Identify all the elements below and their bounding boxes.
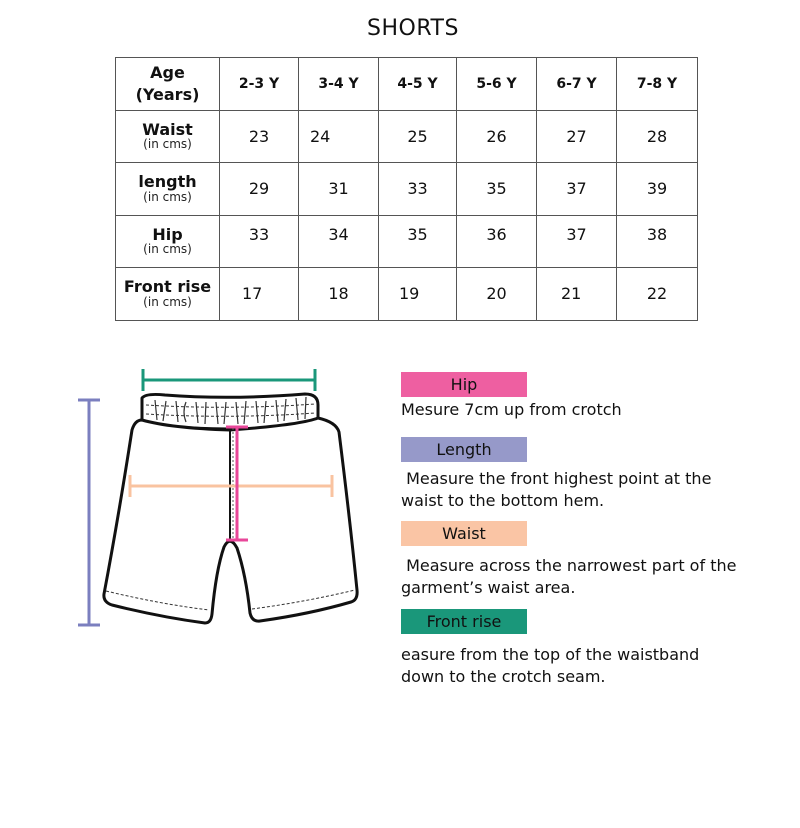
column-header: 3-4 Y bbox=[299, 58, 379, 111]
waist-badge: Waist bbox=[401, 521, 527, 546]
table-cell: 38 bbox=[617, 215, 698, 268]
column-header: 6-7 Y bbox=[537, 58, 617, 111]
row-label-unit: (in cms) bbox=[143, 294, 192, 309]
table-cell: 37 bbox=[537, 215, 617, 268]
column-header: 2-3 Y bbox=[220, 58, 299, 111]
row-label-unit: (in cms) bbox=[143, 242, 192, 257]
row-label-unit: (in cms) bbox=[143, 137, 192, 152]
table-cell: 35 bbox=[457, 163, 537, 216]
table-cell: 36 bbox=[457, 215, 537, 268]
length-measure-line bbox=[78, 400, 100, 625]
table-cell: 26 bbox=[457, 110, 537, 163]
page-title: SHORTS bbox=[367, 16, 459, 41]
legend-hip bbox=[401, 372, 761, 421]
table-cell: 33 bbox=[379, 163, 457, 216]
table-cell: 24 bbox=[299, 110, 379, 163]
front-rise-description: easure from the top of the waistband down to the crotch seam. bbox=[401, 645, 700, 686]
table-cell: 25 bbox=[379, 110, 457, 163]
front-rise-badge: Front rise bbox=[401, 609, 527, 634]
row-label-main: Waist bbox=[142, 119, 193, 139]
table-cell: 39 bbox=[617, 163, 698, 216]
table-cell: 22 bbox=[617, 268, 698, 321]
table-cell: 33 bbox=[220, 215, 299, 268]
column-header: 7-8 Y bbox=[617, 58, 698, 111]
hip-description: Mesure 7cm up from crotch bbox=[401, 400, 622, 419]
table-cell: 27 bbox=[537, 110, 617, 163]
row-label-unit: (in cms) bbox=[143, 189, 192, 204]
table-cell: 35 bbox=[379, 215, 457, 268]
length-description: Measure the front highest point at the waist to the bottom hem. bbox=[401, 469, 717, 510]
table-cell: 17 bbox=[220, 268, 299, 321]
table-cell: 29 bbox=[220, 163, 299, 216]
table-cell: 23 bbox=[220, 110, 299, 163]
row-label-main: Front rise bbox=[123, 277, 212, 297]
column-header: 5-6 Y bbox=[457, 58, 537, 111]
length-badge: Length bbox=[401, 437, 527, 462]
table-cell: 34 bbox=[299, 215, 379, 268]
waist-top-measure-line bbox=[143, 369, 315, 391]
row-label-main: length bbox=[138, 172, 197, 192]
years-label: (Years) bbox=[135, 84, 200, 104]
shorts-diagram bbox=[0, 0, 400, 660]
table-cell: 37 bbox=[537, 163, 617, 216]
table-cell: 19 bbox=[379, 268, 457, 321]
table-cell: 18 bbox=[299, 268, 379, 321]
legend-waist bbox=[401, 521, 761, 599]
waist-description: Measure across the narrowest part of the garment’s waist area. bbox=[401, 556, 742, 597]
age-label: Age bbox=[150, 63, 185, 83]
table-cell: 21 bbox=[537, 268, 617, 321]
legend-length bbox=[401, 437, 761, 512]
table-cell: 31 bbox=[299, 163, 379, 216]
table-cell: 28 bbox=[617, 110, 698, 163]
hip-badge: Hip bbox=[401, 372, 527, 397]
table-cell: 20 bbox=[457, 268, 537, 321]
legend-front-rise bbox=[401, 609, 761, 688]
row-label-main: Hip bbox=[152, 224, 183, 244]
column-header: 4-5 Y bbox=[379, 58, 457, 111]
